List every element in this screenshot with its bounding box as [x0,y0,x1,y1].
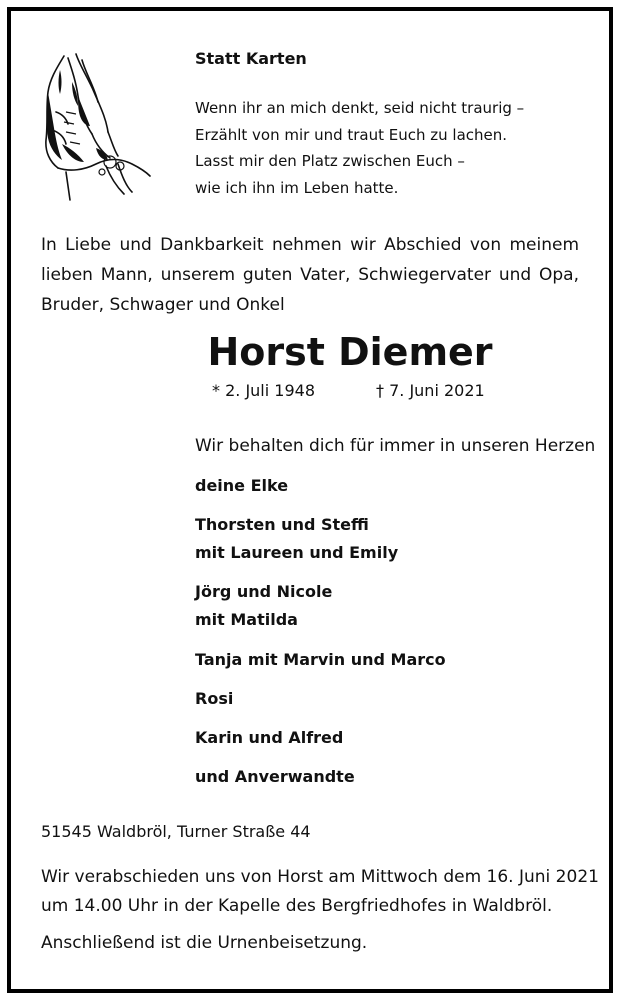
funeral-line: um 14.00 Uhr in der Kapelle des Bergfriedhofes in Waldbröl. [41,896,553,916]
poem-line: Wenn ihr an mich denkt, seid nicht traurig – [195,99,525,117]
mourner-group [195,724,343,752]
mourner-name: mit Matilda [195,610,298,629]
mourner-group [195,511,398,567]
mourner-group [195,685,233,713]
mourner-name: Karin und Alfred [195,728,344,747]
urn-burial-note: Anschließend ist die Urnenbeisetzung. [41,933,368,953]
mourner-group [195,763,355,791]
address: 51545 Waldbröl, Turner Straße 44 [41,822,311,841]
mourner-name: deine Elke [195,476,289,495]
poem-line: Erzählt von mir und traut Euch zu lachen. [195,125,508,144]
mourner-name: mit Laureen und Emily [195,543,399,562]
birth-date: * 2. Juli 1948 [212,381,315,400]
poem-line: Lasst mir den Platz zwischen Euch – [195,152,465,170]
intro-text [41,230,579,320]
intro-line: In Liebe und Dankbarkeit nehmen wir Abschied von meinem [41,235,579,255]
mourner-name: und Anverwandte [195,767,355,786]
praying-hands-icon [36,52,154,204]
death-date: † 7. Juni 2021 [376,381,485,400]
mourner-name: Tanja mit Marvin und Marco [195,650,446,669]
mourner-group [195,646,446,674]
mourner-group [195,472,288,500]
deceased-name: Horst Diemer [207,330,493,374]
poem-line: wie ich ihn im Leben hatte. [195,178,399,197]
mourner-group [195,578,332,634]
intro-line: Bruder, Schwager und Onkel [41,295,285,315]
mourners-intro: Wir behalten dich für immer in unseren Herzen [195,436,596,456]
mourner-name: Jörg und Nicole [195,582,333,601]
intro-line: lieben Mann, unserem guten Vater, Schwiegervater und Opa, [41,265,579,285]
funeral-info [41,863,599,921]
mourner-name: Rosi [195,689,234,708]
statt-karten-heading: Statt Karten [195,49,307,68]
poem [195,95,524,201]
mourner-name: Thorsten und Steffi [195,515,369,534]
funeral-line: Wir verabschieden uns von Horst am Mittwoch dem 16. Juni 2021 [41,867,599,887]
